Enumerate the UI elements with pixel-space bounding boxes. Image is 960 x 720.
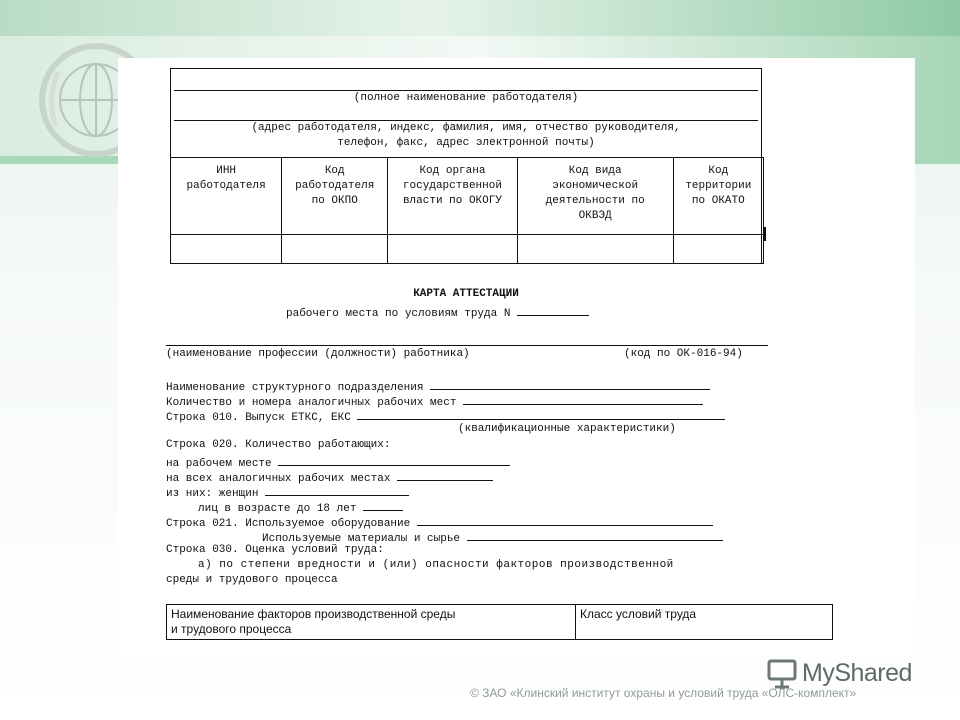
card-title: КАРТА АТТЕСТАЦИИ	[413, 288, 519, 300]
department-label: Наименование структурного подразделения	[166, 382, 424, 394]
codes-value-inn[interactable]	[171, 235, 282, 264]
under-18-row	[198, 499, 403, 515]
row-020-label: Строка 020. Количество работающих:	[166, 439, 391, 451]
similar-count-field[interactable]	[463, 393, 703, 405]
under-18-label: лиц в возрасте до 18 лет	[198, 503, 357, 515]
card-number-field[interactable]	[517, 304, 589, 316]
at-workplace-label: на рабочем месте	[166, 458, 272, 470]
card-subtitle: рабочего места по условиям труда N	[286, 308, 511, 320]
at-all-similar-label: на всех аналогичных рабочих местах	[166, 473, 391, 485]
document-sheet	[118, 58, 915, 655]
materials-label: Используемые материалы и сырье	[262, 533, 461, 545]
card-subtitle-row	[286, 304, 589, 320]
at-workplace-field[interactable]	[278, 454, 510, 466]
employer-address-caption: (адрес работодателя, индекс, фамилия, имя, отчество руководителя,	[251, 122, 681, 134]
codes-value-okpo[interactable]	[282, 235, 388, 264]
materials-field[interactable]	[467, 529, 723, 541]
factors-table	[166, 604, 833, 640]
row-010	[166, 408, 725, 424]
row-021	[166, 514, 713, 530]
equipment-field[interactable]	[417, 514, 713, 526]
item-a-line-1: а) по степени вредности и (или) опасности факторов производственной	[198, 559, 674, 571]
codes-col-okved: Код вида экономической деятельности по ОКВЭД	[517, 158, 673, 235]
row-030-label: Строка 030. Оценка условий труда:	[166, 544, 384, 556]
factors-header-name: Наименование факторов производственной среды и трудового процесса	[167, 605, 576, 640]
codes-value-okato[interactable]	[673, 235, 763, 264]
myshared-watermark	[766, 656, 912, 690]
employer-name-caption: (полное наименование работодателя)	[353, 92, 579, 104]
materials-row	[262, 529, 723, 545]
at-all-similar-field[interactable]	[397, 469, 493, 481]
codes-col-okogu: Код органа государственной власти по ОКОГУ	[388, 158, 517, 235]
background-top-band	[0, 0, 960, 36]
similar-count-label: Количество и номера аналогичных рабочих мест	[166, 397, 457, 409]
employer-name-line	[174, 90, 758, 91]
profession-caption: (наименование профессии (должности) работника)	[166, 348, 470, 360]
employer-address-caption-2: телефон, факс, адрес электронной почты)	[337, 137, 595, 149]
factors-header-class: Класс условий труда	[576, 605, 833, 640]
similar-count-row	[166, 393, 703, 409]
women-label: из них: женщин	[166, 488, 259, 500]
row-010-label: Строка 010. Выпуск ЕТКС, ЕКС	[166, 412, 351, 424]
row-021-label: Строка 021. Используемое оборудование	[166, 518, 411, 530]
item-a-line-2: среды и трудового процесса	[166, 574, 338, 586]
codes-value-okved[interactable]	[517, 235, 673, 264]
profession-line	[166, 345, 768, 346]
codes-col-inn: ИНН работодателя	[171, 158, 282, 235]
qualification-caption: (квалификационные характеристики)	[458, 423, 676, 435]
at-workplace-row	[166, 454, 510, 470]
under-18-field[interactable]	[363, 499, 403, 511]
employer-codes-table	[170, 157, 764, 264]
myshared-brand-text: MyShared	[802, 658, 912, 687]
okz-code-caption: (код по ОК-016-94)	[624, 348, 743, 360]
side-marker	[764, 227, 766, 241]
women-row	[166, 484, 409, 500]
at-all-similar-row	[166, 469, 493, 485]
codes-value-okogu[interactable]	[388, 235, 517, 264]
presentation-board-icon	[766, 657, 798, 689]
employer-address-line	[174, 120, 758, 121]
codes-col-okato: Код территории по ОКАТО	[673, 158, 763, 235]
codes-col-okpo: Код работодателя по ОКПО	[282, 158, 388, 235]
footer-copyright: © ЗАО «Клинский институт охраны и условий труда «ОЛС-комплект»	[470, 686, 857, 700]
row-010-field[interactable]	[357, 408, 725, 420]
women-field[interactable]	[265, 484, 409, 496]
department-row	[166, 378, 710, 394]
department-field[interactable]	[430, 378, 710, 390]
